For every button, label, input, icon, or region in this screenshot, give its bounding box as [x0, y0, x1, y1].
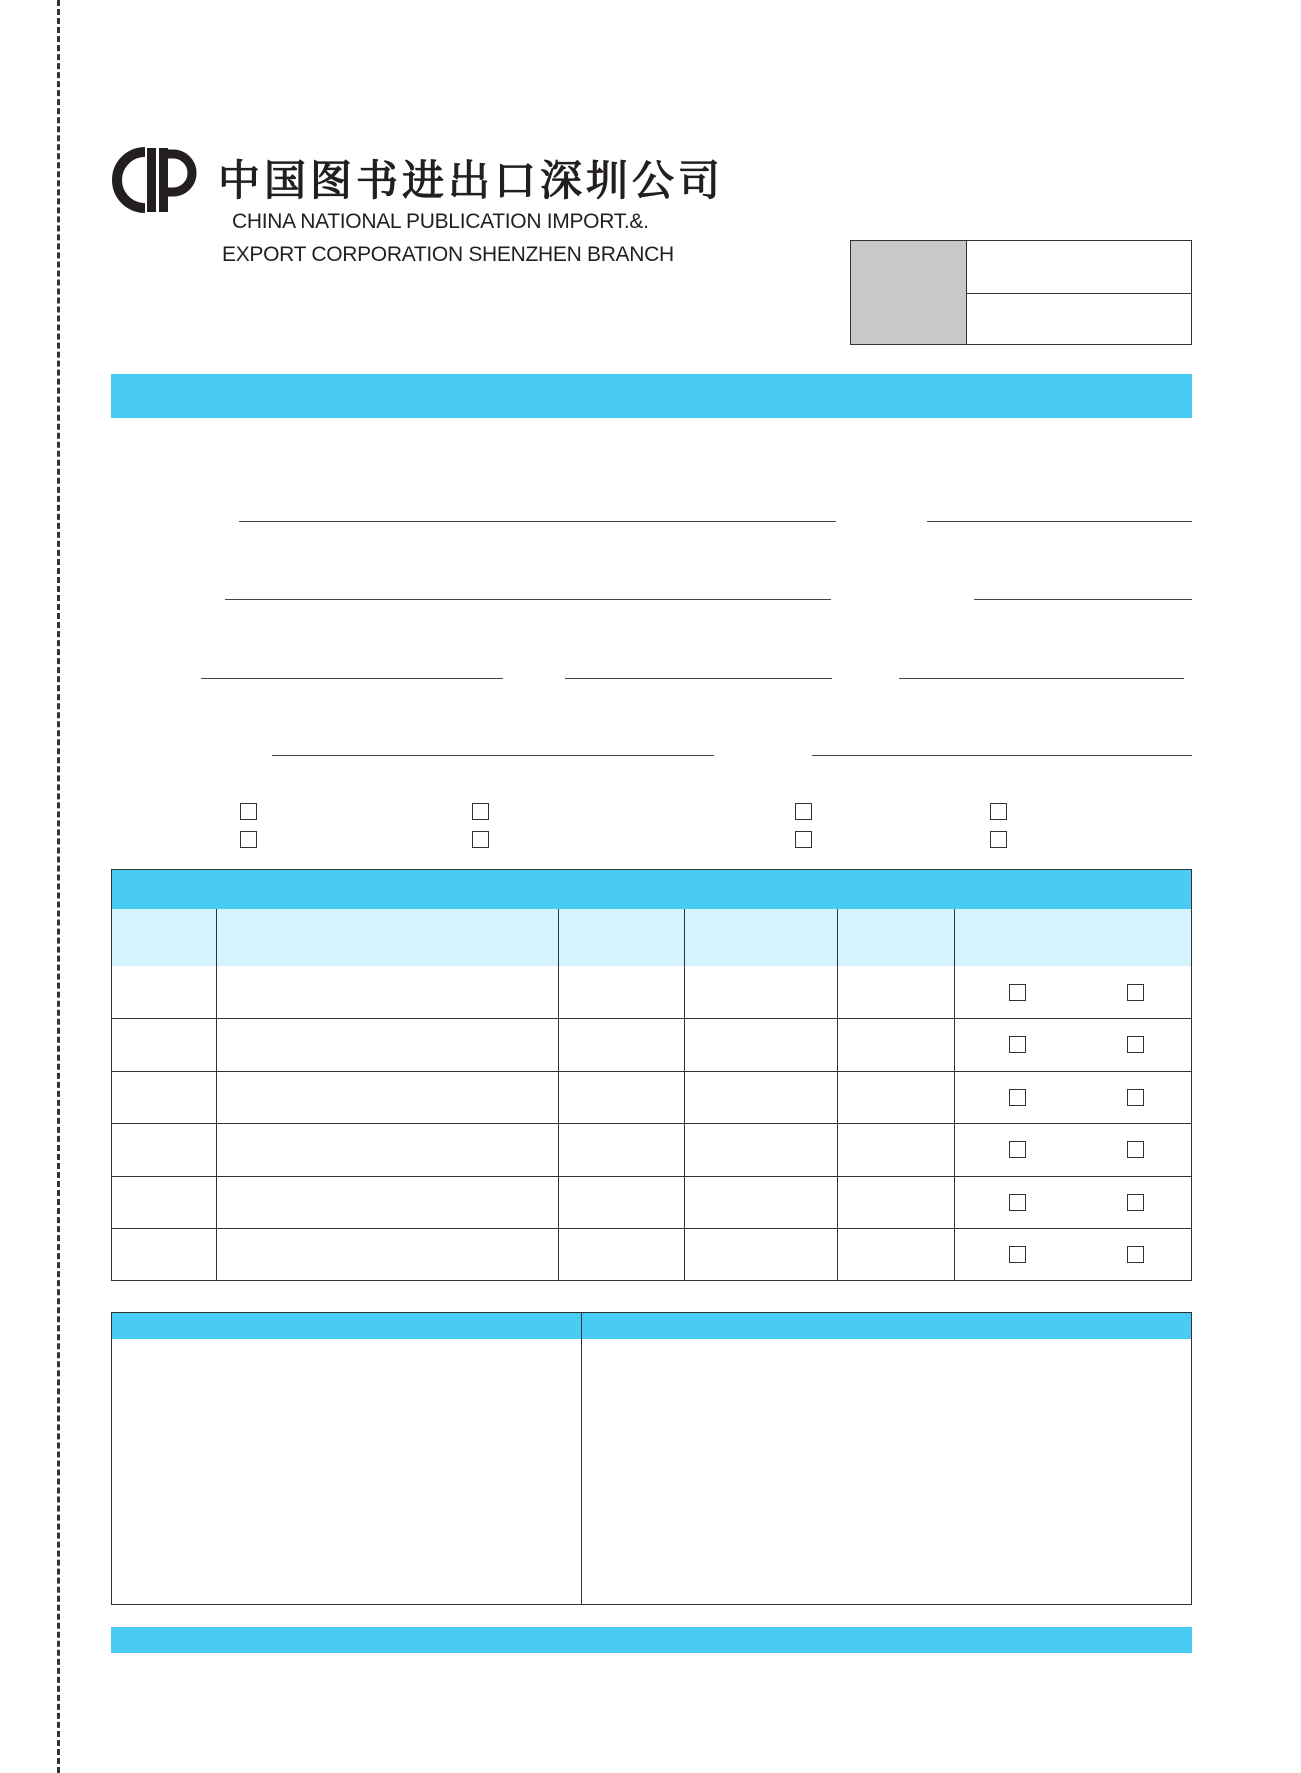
- form-field-line[interactable]: [974, 599, 1192, 600]
- header-label-cell: [851, 293, 967, 344]
- cp-logo-icon: [109, 146, 201, 214]
- row-checkbox[interactable]: [1009, 984, 1026, 1001]
- row-checkbox[interactable]: [1009, 1036, 1026, 1053]
- form-field-line[interactable]: [272, 755, 714, 756]
- company-name-en-line2: EXPORT CORPORATION SHENZHEN BRANCH: [222, 243, 674, 266]
- row-checkbox[interactable]: [1127, 1089, 1144, 1106]
- header-value-cell[interactable]: [968, 241, 1191, 293]
- row-checkbox[interactable]: [1127, 984, 1144, 1001]
- option-checkbox[interactable]: [240, 803, 257, 820]
- form-field-line[interactable]: [565, 678, 832, 679]
- company-name-cn: 中国图书进出口深圳公司: [218, 156, 725, 205]
- row-checkbox[interactable]: [1127, 1194, 1144, 1211]
- items-table: [111, 869, 1192, 1281]
- items-table-title-band: [112, 870, 1191, 909]
- option-checkbox[interactable]: [990, 803, 1007, 820]
- option-checkbox[interactable]: [795, 831, 812, 848]
- header-row: [851, 293, 1191, 344]
- option-checkbox[interactable]: [795, 803, 812, 820]
- form-field-line[interactable]: [225, 599, 831, 600]
- option-checkbox[interactable]: [240, 831, 257, 848]
- header-row: [851, 241, 1191, 294]
- form-field-line[interactable]: [201, 678, 503, 679]
- row-checkbox[interactable]: [1127, 1246, 1144, 1263]
- items-table-column-header: [112, 909, 1191, 966]
- option-checkbox[interactable]: [990, 831, 1007, 848]
- column-divider: [954, 909, 955, 1281]
- row-checkbox[interactable]: [1127, 1036, 1144, 1053]
- form-field-line[interactable]: [899, 678, 1184, 679]
- form-field-line[interactable]: [927, 521, 1192, 522]
- row-divider: [112, 1123, 1191, 1124]
- form-field-line[interactable]: [812, 755, 1192, 756]
- row-checkbox[interactable]: [1127, 1141, 1144, 1158]
- header-value-cell[interactable]: [968, 293, 1191, 344]
- notes-column-divider: [581, 1313, 582, 1604]
- option-checkbox[interactable]: [472, 803, 489, 820]
- column-divider: [216, 909, 217, 1281]
- header-label-cell: [851, 241, 967, 293]
- row-checkbox[interactable]: [1009, 1194, 1026, 1211]
- column-divider: [558, 909, 559, 1281]
- option-checkbox[interactable]: [472, 831, 489, 848]
- cut-line: [57, 0, 60, 1773]
- footer-band: [111, 1627, 1192, 1653]
- title-band: [111, 374, 1192, 418]
- notes-table: [111, 1312, 1192, 1605]
- row-divider: [112, 1176, 1191, 1177]
- column-divider: [837, 909, 838, 1281]
- row-divider: [112, 1018, 1191, 1019]
- header-info-table: [850, 240, 1192, 345]
- column-divider: [684, 909, 685, 1281]
- row-divider: [112, 1228, 1191, 1229]
- form-field-line[interactable]: [239, 521, 836, 522]
- row-checkbox[interactable]: [1009, 1141, 1026, 1158]
- row-checkbox[interactable]: [1009, 1246, 1026, 1263]
- row-divider: [112, 1071, 1191, 1072]
- company-name-en-line1: CHINA NATIONAL PUBLICATION IMPORT.&.: [232, 210, 649, 233]
- notes-table-title-band: [112, 1313, 1191, 1339]
- row-checkbox[interactable]: [1009, 1089, 1026, 1106]
